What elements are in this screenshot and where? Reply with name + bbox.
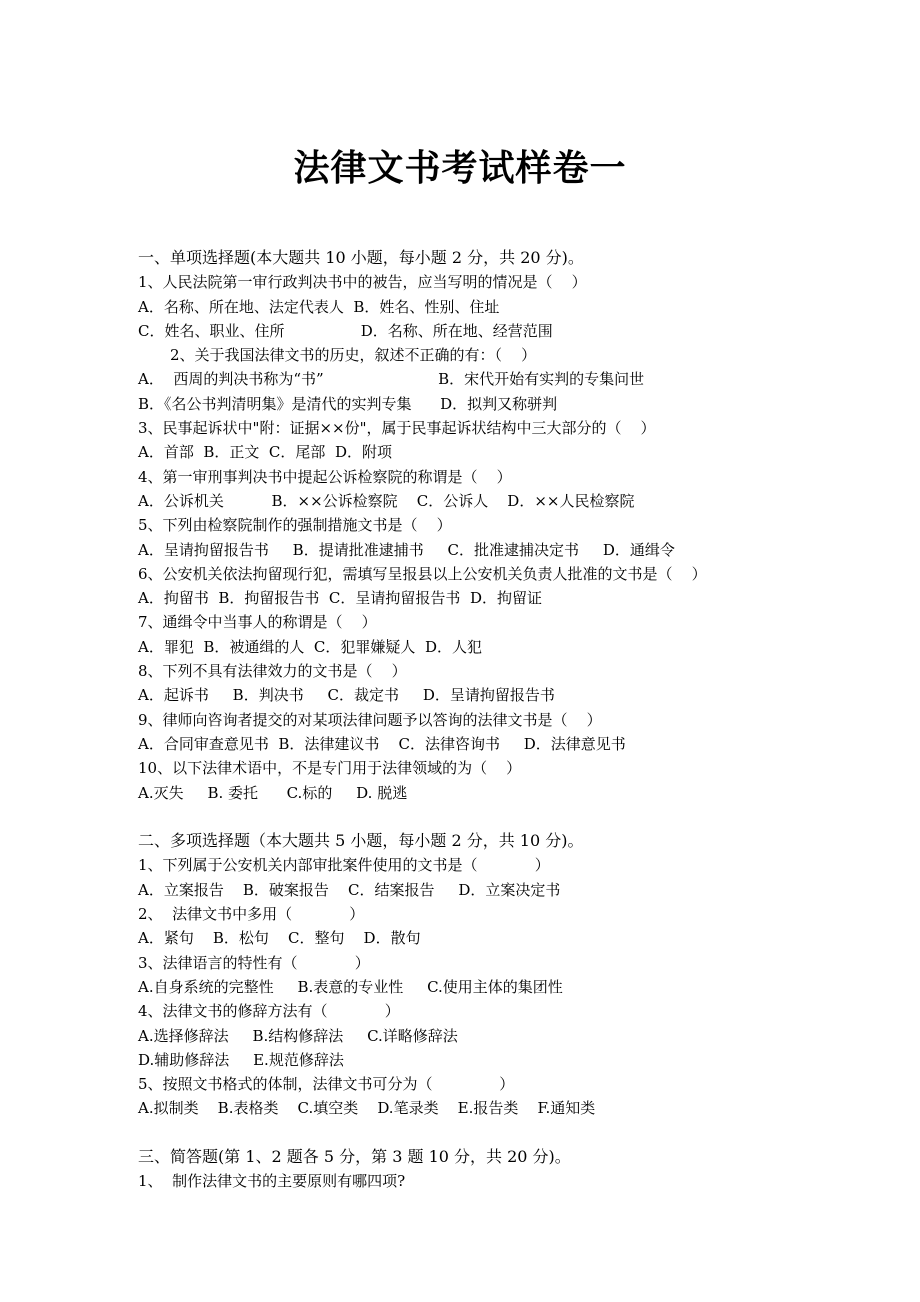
options-2-3: A.自身系统的完整性 B.表意的专业性 C.使用主体的集团性 (138, 977, 563, 996)
options-1-1b: C．姓名、职业、住所 D．名称、所在地、经营范围 (138, 321, 553, 340)
options-1-7: A．罪犯 B．被通缉的人 C．犯罪嫌疑人 D．人犯 (138, 637, 482, 656)
question-1-7: 7、通缉令中当事人的称谓是（ ） (138, 613, 377, 632)
options-2-4a: A.选择修辞法 B.结构修辞法 C.详略修辞法 (138, 1026, 458, 1045)
options-1-9: A．合同审查意见书 B．法律建议书 C．法律咨询书 D．法律意见书 (138, 734, 626, 753)
options-1-1a: A．名称、所在地、法定代表人 B．姓名、性别、住址 (138, 297, 500, 316)
page-title: 法律文书考试样卷一 (293, 147, 627, 189)
question-2-4: 4、法律文书的修辞方法有（ ） (138, 1002, 400, 1021)
question-1-8: 8、下列不具有法律效力的文书是（ ） (138, 662, 407, 681)
section-heading-3: 三、简答题(第 1、2 题各 5 分，第 3 题 10 分，共 20 分)。 (138, 1146, 571, 1166)
options-1-5: A．呈请拘留报告书 B．提请批准逮捕书 C．批准逮捕决定书 D．通缉令 (138, 540, 675, 559)
question-1-2: 2、关于我国法律文书的历史，叙述不正确的有：（ ） (170, 346, 537, 365)
section-heading-2: 二、多项选择题（本大题共 5 小题，每小题 2 分，共 10 分)。 (138, 831, 584, 851)
options-1-2a: A． 西周的判决书称为“书” B．宋代开始有实判的专集问世 (138, 370, 645, 389)
question-2-1: 1、下列属于公安机关内部审批案件使用的文书是（ ） (138, 856, 550, 875)
question-2-2: 2、 法律文书中多用（ ） (138, 905, 365, 924)
question-1-4: 4、第一审刑事判决书中提起公诉检察院的称谓是（ ） (138, 467, 512, 486)
question-3-1: 1、 制作法律文书的主要原则有哪四项? (138, 1172, 406, 1191)
question-1-9: 9、律师向咨询者提交的对某项法律问题予以答询的法律文书是（ ） (138, 710, 602, 729)
options-2-2: A．紧句 B．松句 C．整句 D．散句 (138, 929, 421, 948)
question-1-3: 3、民事起诉状中"附：证据××份"，属于民事起诉状结构中三大部分的（ ） (138, 419, 656, 438)
options-1-2b: B．《名公书判清明集》是清代的实判专集 D．拟判又称骈判 (138, 394, 558, 413)
options-1-8: A．起诉书 B．判决书 C．裁定书 D．呈请拘留报告书 (138, 686, 555, 705)
question-2-5: 5、按照文书格式的体制，法律文书可分为（ ） (138, 1075, 515, 1094)
options-1-4: A．公诉机关 B．××公诉检察院 C．公诉人 D．××人民检察院 (138, 491, 635, 510)
question-2-3: 3、法律语言的特性有（ ） (138, 953, 370, 972)
exam-content (138, 246, 898, 1194)
section-gap (138, 1121, 898, 1145)
options-2-1: A．立案报告 B．破案报告 C．结案报告 D．立案决定书 (138, 880, 561, 899)
options-2-4b: D.辅助修辞法 E.规范修辞法 (138, 1050, 344, 1069)
section-heading-1: 一、单项选择题(本大题共 10 小题，每小题 2 分，共 20 分)。 (138, 248, 584, 267)
question-1-6: 6、公安机关依法拘留现行犯，需填写呈报县以上公安机关负责人批准的文书是（ ） (138, 564, 707, 583)
question-1-1: 1、人民法院第一审行政判决书中的被告，应当写明的情况是（ ） (138, 273, 587, 292)
options-1-3: A．首部 B．正文 C．尾部 D．附项 (138, 443, 392, 462)
question-1-5: 5、下列由检察院制作的强制措施文书是（ ） (138, 516, 452, 535)
section-gap (138, 805, 898, 829)
options-2-5: A.拟制类 B.表格类 C.填空类 D.笔录类 E.报告类 F.通知类 (138, 1099, 596, 1118)
options-1-6: A．拘留书 B．拘留报告书 C．呈请拘留报告书 D．拘留证 (138, 589, 542, 608)
question-1-10: 10、以下法律术语中，不是专门用于法律领域的为（ ） (138, 759, 522, 778)
options-1-10: A.灭失 B. 委托 C.标的 D. 脱逃 (138, 783, 408, 802)
